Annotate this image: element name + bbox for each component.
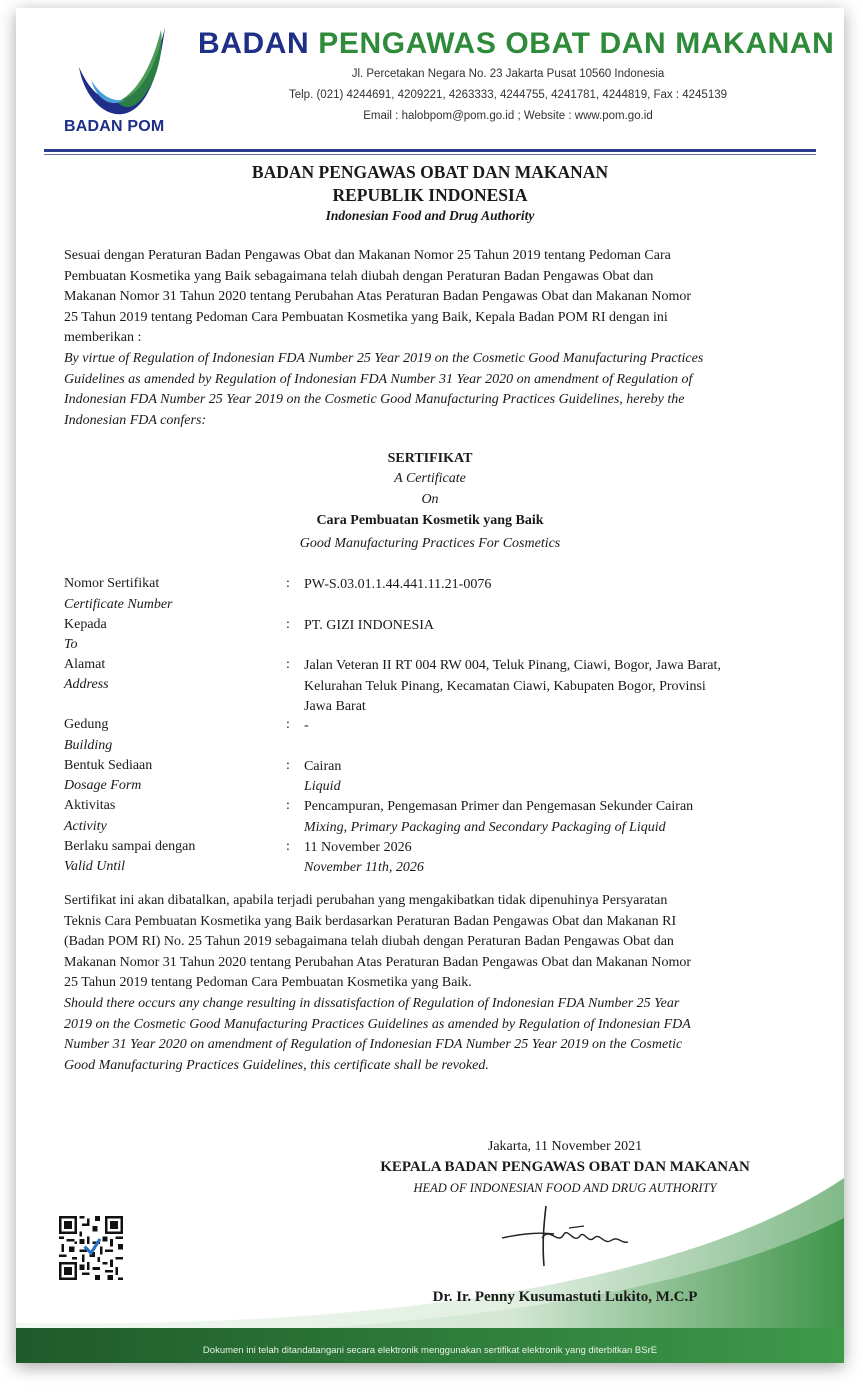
colon: :: [286, 758, 290, 773]
colon: :: [286, 798, 290, 813]
colon: :: [286, 617, 290, 632]
activity-value-en: Mixing, Primary Packaging and Secondary Packaging of Liquid: [304, 820, 666, 835]
revocation-id-line: Sertifikat ini akan dibatalkan, apabila terjadi perubahan yang mengakibatkan tidak dipenuhinya Persyaratan: [64, 893, 668, 908]
certificate-on: On: [421, 492, 439, 507]
number-label: Nomor Sertifikat: [64, 576, 160, 591]
header-divider: [44, 149, 816, 152]
address-line: Kelurahan Teluk Pinang, Kecamatan Ciawi, Kabupaten Bogor, Provinsi: [304, 678, 706, 694]
title-line-3: Indonesian Food and Drug Authority: [325, 208, 535, 223]
certificate-name-en: Good Manufacturing Practices For Cosmetics: [299, 536, 561, 551]
agency-email-website: Email : halobpom@pom.go.id ; Website : www.pom.go.id: [363, 110, 653, 122]
revocation-id-line: Teknis Cara Pembuatan Kosmetika yang Baik berdasarkan Peraturan Badan Pengawas Obat dan Makanan RI: [64, 913, 677, 929]
agency-name-green: PENGAWAS OBAT DAN MAKANAN: [318, 27, 835, 60]
to-label-en: To: [64, 637, 78, 652]
revocation-en-line: Good Manufacturing Practices Guidelines, this certificate shall be revoked.: [64, 1057, 489, 1073]
intro-indonesian: [64, 246, 800, 349]
qr-code-icon: [59, 1216, 123, 1280]
revocation-en-line: Number 31 Year 2020 on amendment of Regulation of Indonesian FDA Number 25 Year 2019 on the Cosmetic: [64, 1037, 683, 1052]
agency-address: Jl. Percetakan Negara No. 23 Jakarta Pusat 10560 Indonesia: [351, 68, 665, 80]
revocation-indonesian: [64, 891, 800, 994]
intro-id-line: Pembuatan Kosmetika yang Baik sebagaimana telah diubah dengan Peraturan Badan Pengawas Obat dan: [64, 268, 654, 284]
logo-text: BADAN POM: [64, 118, 165, 135]
intro-en-line: By virtue of Regulation of Indonesian FDA Number 25 Year 2019 on the Cosmetic Good Manufacturing Practices: [64, 351, 704, 366]
certificate-name: Cara Pembuatan Kosmetik yang Baik: [316, 513, 544, 528]
intro-id-line: Makanan Nomor 31 Tahun 2020 tentang Perubahan Atas Peraturan Badan Pengawas Obat dan Makanan Nomor: [64, 289, 692, 304]
address-label-en: Address: [64, 677, 109, 692]
colon: :: [286, 657, 290, 672]
activity-label: Aktivitas: [64, 798, 116, 813]
intro-en-line: Indonesian FDA confers:: [64, 412, 207, 428]
intro-id-line: memberikan :: [64, 330, 142, 345]
number-label-en: Certificate Number: [64, 597, 173, 612]
revocation-id-line: (Badan POM RI) No. 25 Tahun 2019 sebagaimana telah diubah dengan Peraturan Badan Pengawas Obat dan: [64, 934, 674, 949]
certificate-number: PW-S.03.01.1.44.441.11.21-0076: [304, 577, 492, 592]
valid-value: 11 November 2026: [304, 840, 412, 855]
address-line: Jalan Veteran II RT 004 RW 004, Teluk Pinang, Ciawi, Bogor, Jawa Barat,: [304, 658, 721, 673]
building-label: Gedung: [64, 717, 109, 732]
valid-value-en: November 11th, 2026: [304, 860, 424, 875]
address-label: Alamat: [64, 657, 106, 672]
intro-id-line: Sesuai dengan Peraturan Badan Pengawas Obat dan Makanan Nomor 25 Tahun 2019 tentang Pedoman Cara: [64, 248, 671, 263]
certificate-heading-en: A Certificate: [394, 471, 466, 486]
intro-en-line: Indonesian FDA Number 25 Year 2019 on the Cosmetic Good Manufacturing Practices Guidelines, hereby the: [64, 392, 685, 407]
colon: :: [286, 717, 290, 732]
revocation-id-line: Makanan Nomor 31 Tahun 2020 tentang Perubahan Atas Peraturan Badan Pengawas Obat dan Makanan Nomor: [64, 954, 692, 970]
place-date: Jakarta, 11 November 2021: [487, 1139, 643, 1154]
recipient: PT. GIZI INDONESIA: [304, 618, 434, 633]
colon: :: [286, 839, 290, 854]
agency-phone: Telp. (021) 4244691, 4209221, 4263333, 4244755, 4241781, 4244819, Fax : 4245139: [288, 89, 728, 101]
intro-english: [64, 349, 800, 431]
revocation-english: [64, 994, 800, 1076]
intro-id-line: 25 Tahun 2019 tentang Pedoman Cara Pembuatan Kosmetika yang Baik, Kepala Badan POM RI dengan ini: [64, 309, 668, 325]
certificate-heading: SERTIFIKAT: [387, 451, 473, 466]
revocation-id-line: 25 Tahun 2019 tentang Pedoman Cara Pembuatan Kosmetika yang Baik.: [64, 975, 472, 990]
activity-label-en: Activity: [64, 819, 107, 834]
agency-name: [198, 27, 834, 61]
building-label-en: Building: [64, 738, 113, 753]
certificate-page: [16, 8, 844, 1363]
signatory-title-en: HEAD OF INDONESIAN FOOD AND DRUG AUTHORITY: [413, 1181, 717, 1195]
title-line-1: BADAN PENGAWAS OBAT DAN MAKANAN: [251, 162, 609, 182]
building-value: -: [304, 718, 309, 733]
to-label: Kepada: [64, 617, 107, 632]
activity-value: Pencampuran, Pengemasan Primer dan Pengemasan Sekunder Cairan: [304, 799, 694, 814]
dosage-label-en: Dosage Form: [64, 778, 142, 793]
valid-label-en: Valid Until: [64, 859, 126, 874]
signatory-title: KEPALA BADAN PENGAWAS OBAT DAN MAKANAN: [380, 1159, 750, 1175]
valid-label: Berlaku sampai dengan: [64, 839, 196, 854]
intro-en-line: Guidelines as amended by Regulation of Indonesian FDA Number 31 Year 2020 on amendment of Regulation of: [64, 371, 693, 387]
signatory-name: Dr. Ir. Penny Kusumastuti Lukito, M.C.P: [432, 1289, 698, 1305]
address-value: [304, 656, 784, 718]
colon: :: [286, 576, 290, 591]
electronic-signature-note: Dokumen ini telah ditandatangani secara elektronik menggunakan sertifikat elektronik yang diterbitkan BSrE: [202, 1345, 658, 1356]
address-line: Jawa Barat: [304, 699, 366, 714]
revocation-en-line: 2019 on the Cosmetic Good Manufacturing Practices Guidelines as amended by Regulation of Indonesian FDA: [64, 1016, 691, 1032]
handwritten-signature: [484, 1198, 634, 1268]
header-divider-thin: [44, 154, 816, 155]
revocation-en-line: Should there occurs any change resulting in dissatisfaction of Regulation of Indonesian FDA Number 25 Year: [64, 996, 680, 1011]
dosage-value: Cairan: [304, 759, 342, 774]
dosage-value-en: Liquid: [304, 779, 341, 794]
title-line-2: REPUBLIK INDONESIA: [332, 185, 528, 205]
dosage-label: Bentuk Sediaan: [64, 758, 153, 773]
agency-name-blue: BADAN: [198, 27, 310, 60]
